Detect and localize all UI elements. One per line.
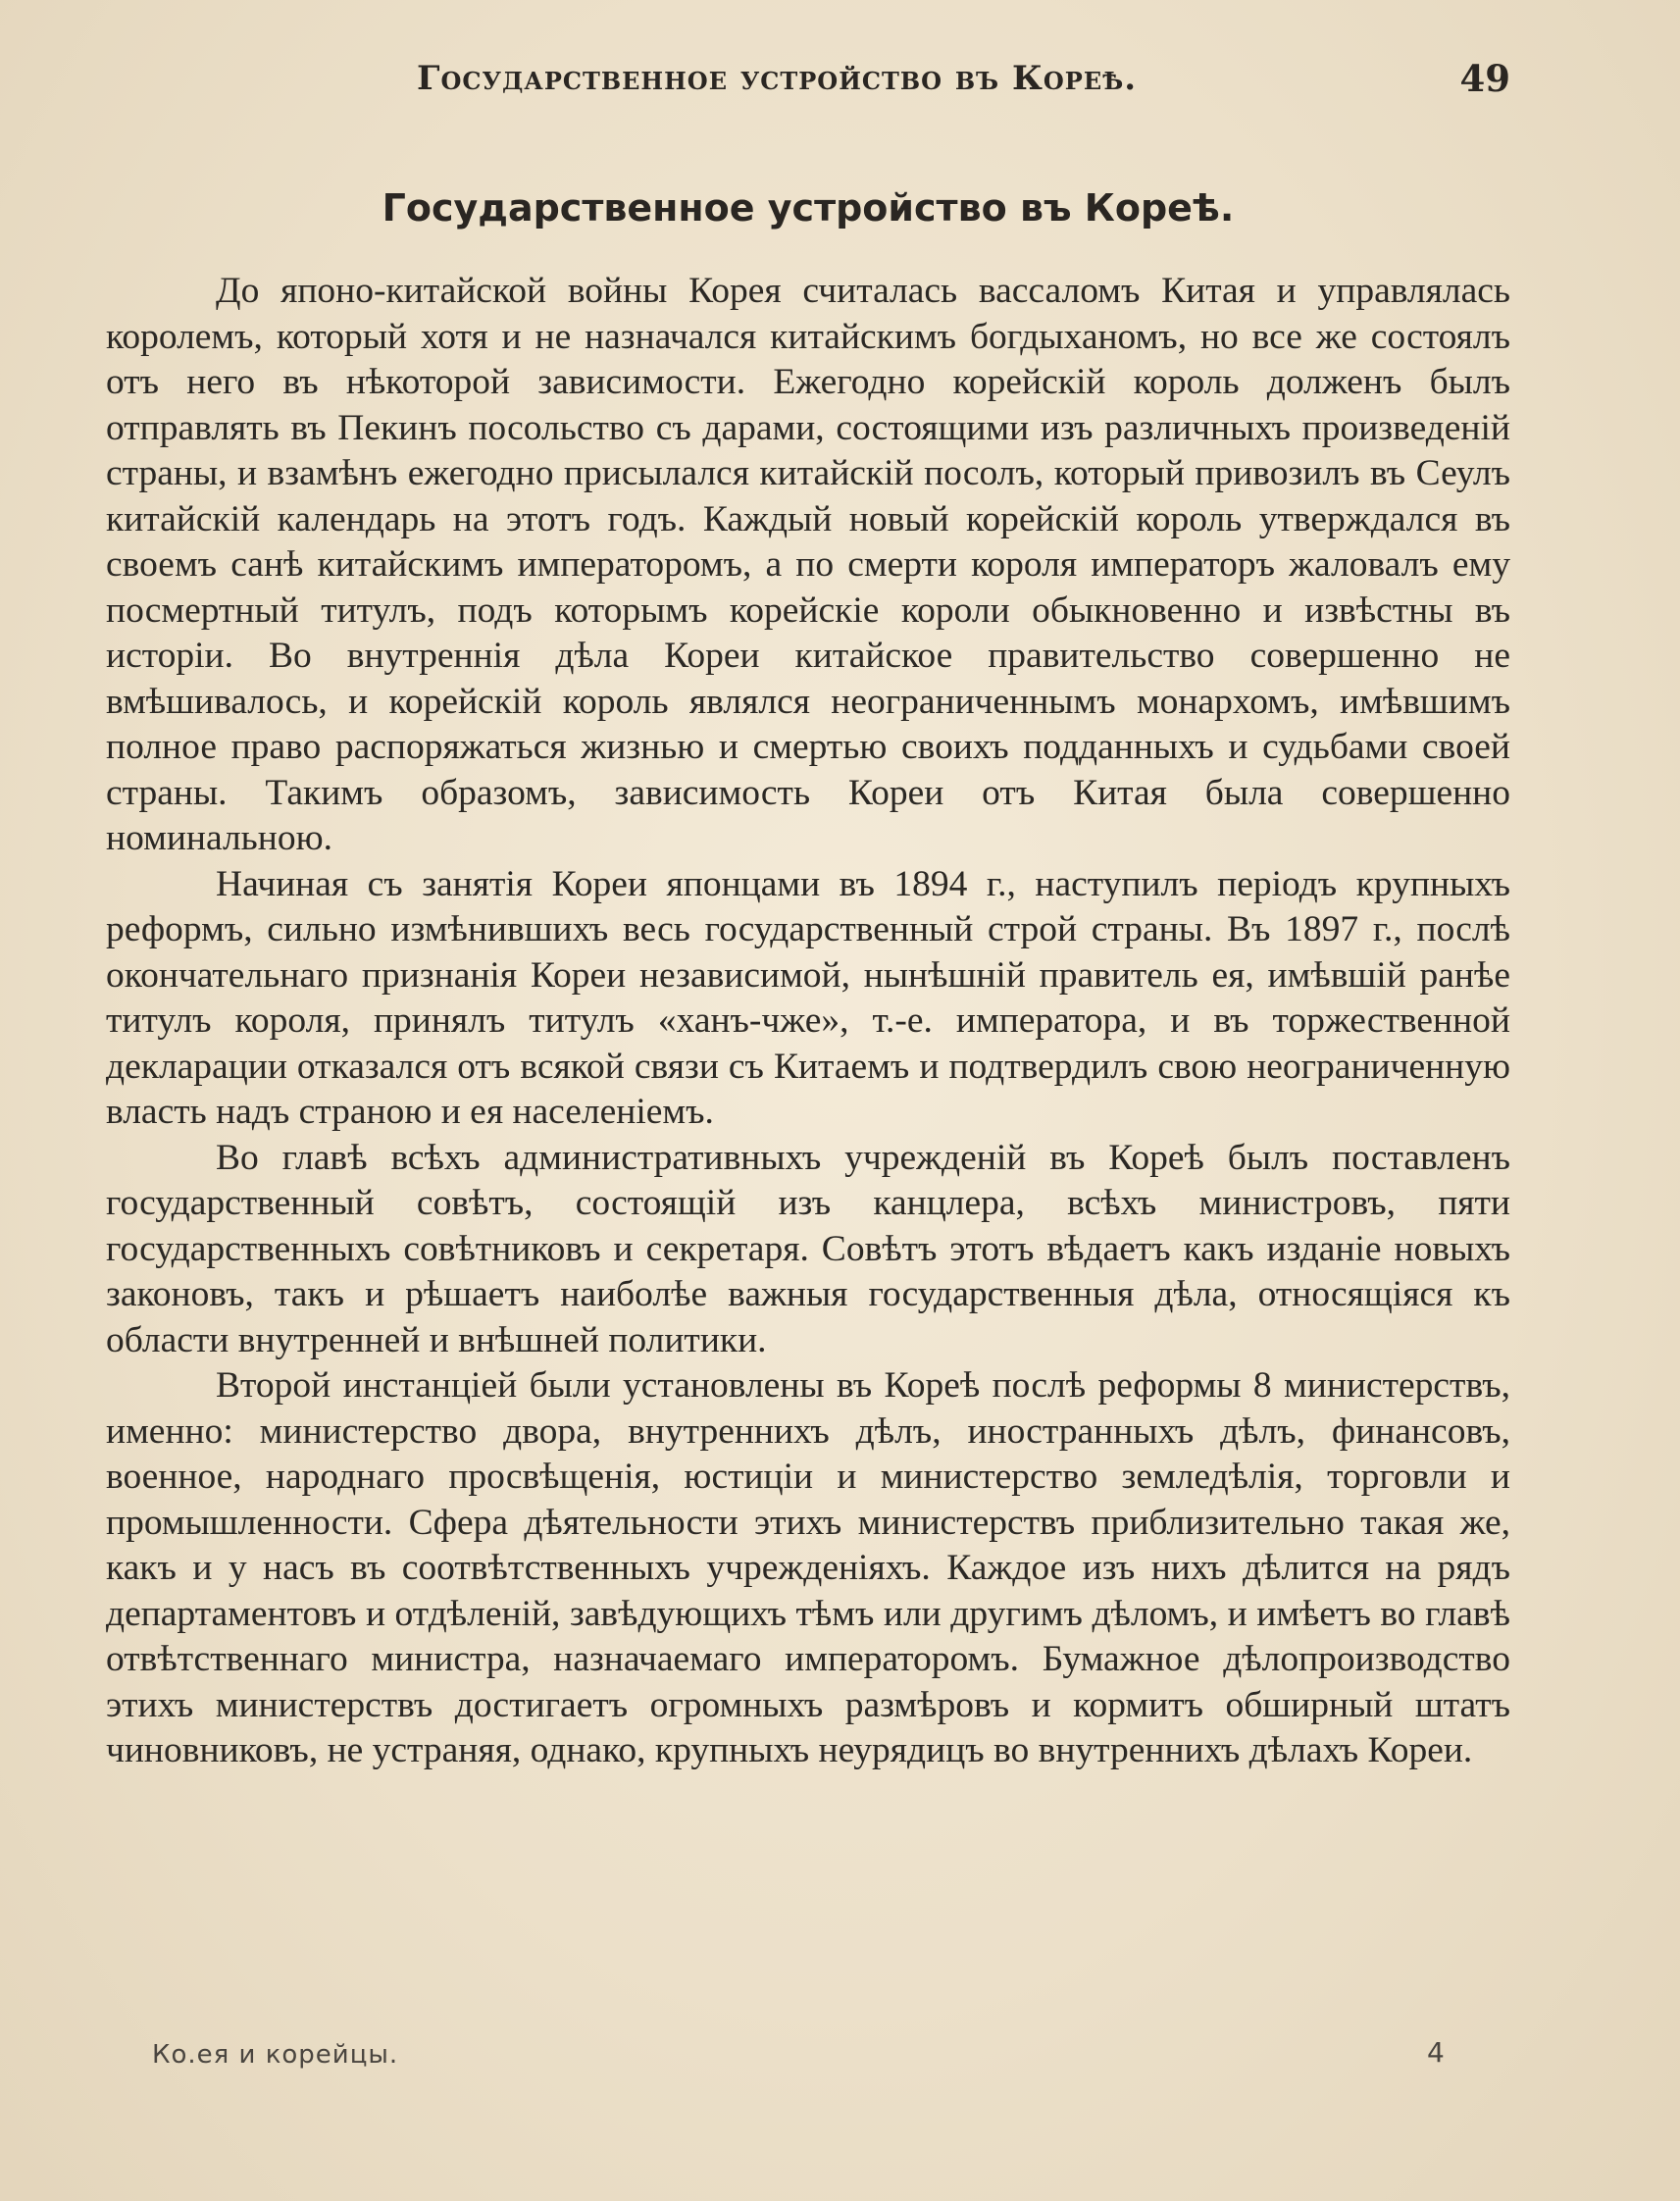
chapter-title: Государственное устройство въ Кореѣ. bbox=[382, 186, 1235, 230]
footer-signature-mark: 4 bbox=[1427, 2036, 1445, 2069]
paragraph: Второй инстанціей были установлены въ Кореѣ послѣ реформы 8 министерствъ, именно: министерство двора, внутреннихъ дѣлъ, иностранныхъ дѣлъ, финансовъ, военное, народнаго просвѣщенія, юстиціи и министерство земледѣлія, торговли и промышленности. Сфера дѣятельности этихъ министерствъ приблизительно такая же, какъ и у насъ въ соотвѣтственныхъ учрежденіяхъ. Каждое изъ нихъ дѣлится на рядъ департаментовъ и отдѣленій, завѣдующихъ тѣмъ или другимъ дѣломъ, и имѣетъ во главѣ отвѣтственнаго министра, назначаемаго императоромъ. Бумажное дѣлопроизводство этихъ министерствъ достигаетъ огромныхъ размѣровъ и кормитъ обширный штатъ чиновниковъ, не устраняя, однако, крупныхъ неурядицъ во внутреннихъ дѣлахъ Кореи. bbox=[106, 1365, 1510, 1770]
footer-signature: Ко.ея и корейцы. bbox=[152, 2040, 399, 2070]
running-header bbox=[417, 55, 1510, 104]
paragraph: Во главѣ всѣхъ административныхъ учрежденій въ Кореѣ былъ поставленъ государственный совѣтъ, состоящій изъ канцлера, всѣхъ министровъ, пяти государственныхъ совѣтниковъ и секретаря. Совѣтъ этотъ вѣдаетъ какъ изданіе новыхъ законовъ, такъ и рѣшаетъ наиболѣе важныя государственныя дѣла, относящіяся къ области внутренней и внѣшней политики. bbox=[106, 1137, 1510, 1360]
paragraph: Начиная съ занятія Кореи японцами въ 1894 г., наступилъ періодъ крупныхъ реформъ, сильно измѣнившихъ весь государственный строй страны. Въ 1897 г., послѣ окончательнаго признанія Кореи независимой, нынѣшній правитель ея, имѣвшій ранѣе титулъ короля, принялъ титулъ «ханъ-чже», т.-е. императора, и въ торжественной декларации отказался отъ всякой связи съ Китаемъ и подтвердилъ свою неограниченную власть надъ страною и ея населеніемъ. bbox=[106, 863, 1510, 1132]
paragraph: До японо-китайской войны Корея считалась вассаломъ Китая и управлялась королемъ, который хотя и не назначался китайскимъ богдыханомъ, но все же состоялъ отъ него въ нѣкоторой зависимости. Ежегодно корейскій король долженъ былъ отправлять въ Пекинъ посольство съ дарами, состоящими изъ различныхъ произведеній страны, и взамѣнъ ежегодно присылался китайскій посолъ, который привозилъ въ Сеулъ китайскій календарь на этотъ годъ. Каждый новый корейскій король утверждался въ своемъ санѣ китайскимъ императоромъ, а по смерти короля императоръ жаловалъ ему посмертный титулъ, подъ которымъ корейскіе короли обыкновенно и извѣстны въ исторіи. Во внутреннія дѣла Кореи китайское правительство совершенно не вмѣшивалось, и корейскій король являлся неограниченнымъ монархомъ, имѣвшимъ полное право распоряжаться жизнью и смертью своихъ подданныхъ и судьбами своей страны. Такимъ образомъ, зависимость Кореи отъ Китая была совершенно номинальною. bbox=[106, 271, 1510, 858]
page-number: 49 bbox=[1459, 57, 1510, 100]
body-text bbox=[106, 269, 1510, 1774]
running-title: Государственное устройство въ Кореѣ. bbox=[417, 59, 1138, 98]
